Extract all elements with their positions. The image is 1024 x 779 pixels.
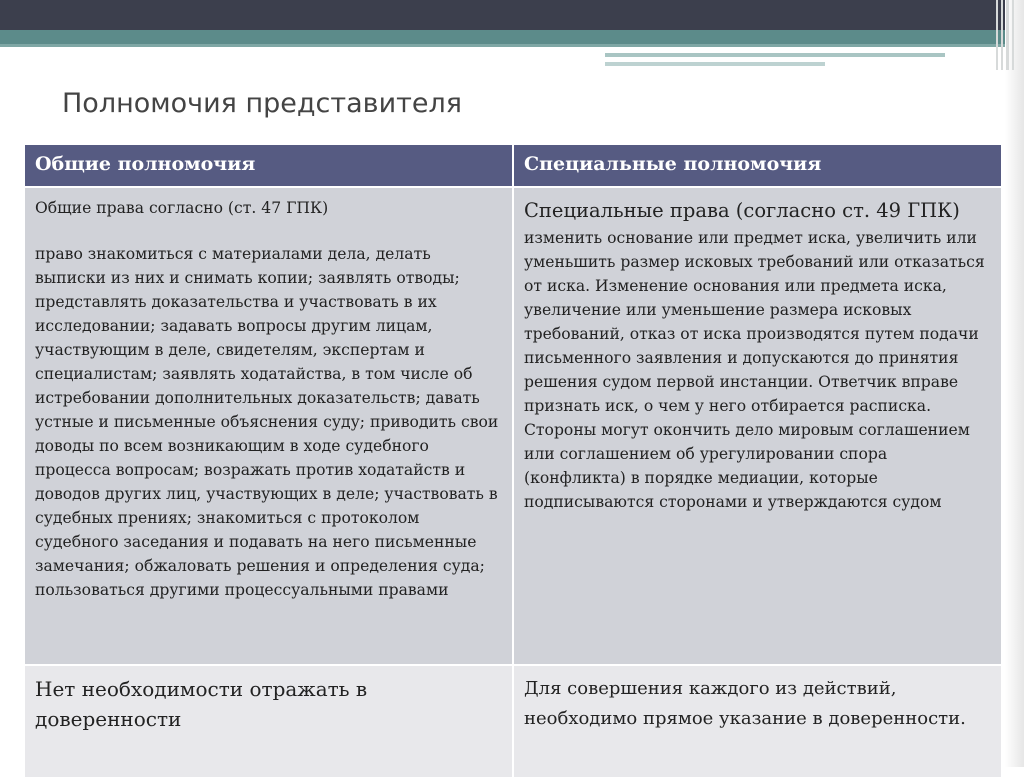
slide-title: Полномочия представителя — [62, 88, 462, 119]
table-header-row — [24, 144, 1002, 187]
decor-stripe — [605, 53, 945, 57]
page-edge-shadow — [1005, 0, 1024, 767]
special-proxy-cell — [513, 665, 1002, 778]
general-rights-title: Общие права согласно (ст. 47 ГПК) — [35, 199, 329, 217]
general-rights-text: право знакомиться с материалами дела, делать выписки из них и снимать копии; заявлять отводы; представлять доказательства и участвовать в их исследовании; задавать вопросы другим лицам, участвующим в деле, свидетелям, экспертам и специалистам; заявлять ходатайства, в том числе об истребовании дополнительных доказательств; давать устные и письменные объяснения суду; приводить свои доводы по всем возникающим в ходе судебного процесса вопросам; возражать против ходатайств и доводов других лиц, участвующих в деле; участвовать в судебных прениях; знакомиться с протоколом судебного заседания и подавать на него письменные замечания; обжаловать решения и определения суда; пользоваться другими процессуальными правами — [35, 245, 499, 599]
special-proxy-text: Для совершения каждого из действий, необходимо прямое указание в доверенности. — [524, 678, 966, 729]
decor-vertical-bars — [996, 0, 1024, 70]
special-rights-text: изменить основание или предмет иска, увеличить или уменьшить размер исковых требований или отказаться от иска. Изменение основания или предмета иска, увеличение или уменьшение размера исковых требований, отказ от иска производятся путем подачи письменного заявления и допускаются до принятия решения судом первой инстанции. Ответчик вправе признать иск, о чем у него отбирается расписка. Стороны могут окончить дело мировым соглашением или соглашением об урегулировании спора (конфликта) в порядке медиации, которые подписываются сторонами и утверждаются судом — [524, 229, 985, 511]
top-banner-teal — [0, 30, 1010, 44]
table-row — [24, 187, 1002, 665]
decor-stripe — [0, 44, 1005, 47]
table-row — [24, 665, 1002, 778]
decor-stripe — [605, 62, 825, 66]
special-rights-title: Специальные права (согласно ст. 49 ГПК) — [524, 199, 960, 222]
general-proxy-cell — [24, 665, 513, 778]
top-banner-dark — [0, 0, 1024, 30]
header-special-powers: Специальные полномочия — [513, 144, 1002, 187]
powers-table — [23, 143, 1003, 779]
general-rights-cell — [24, 187, 513, 665]
general-proxy-text: Нет необходимости отражать в доверенности — [35, 677, 368, 731]
special-rights-cell — [513, 187, 1002, 665]
header-general-powers: Общие полномочия — [24, 144, 513, 187]
